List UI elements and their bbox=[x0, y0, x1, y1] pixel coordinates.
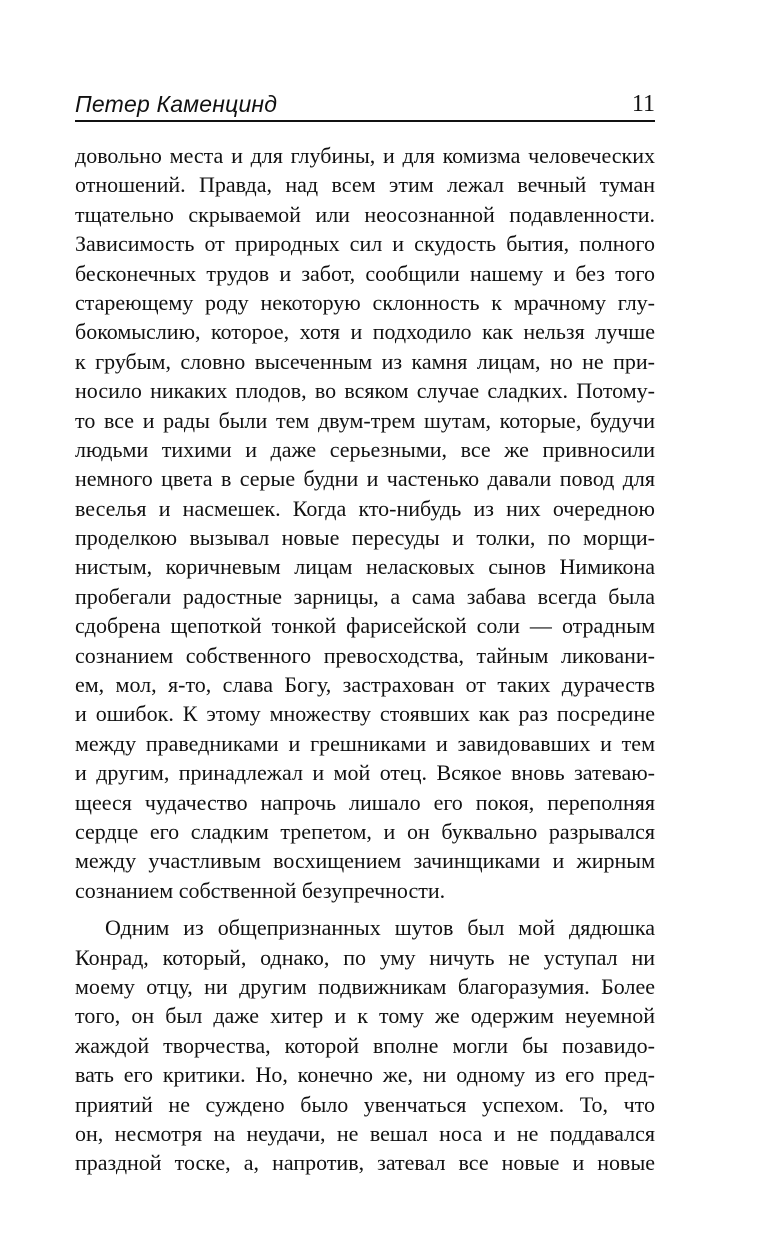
text-line: между участливым восхищением зачинщиками и жирным bbox=[75, 848, 655, 874]
text-line: бокомыслию, которое, хотя и подходило как нельзя лучше bbox=[75, 319, 655, 345]
text-line: то все и рады были тем двум-трем шутам, которые, будучи bbox=[75, 407, 655, 433]
text-line: он, несмотря на неудачи, не вешал носа и не поддавался bbox=[75, 1120, 655, 1146]
text-line: Конрад, который, однако, по уму ничуть не уступал ни bbox=[75, 944, 655, 970]
text-line: моему отцу, ни другим подвижникам благоразумия. Более bbox=[75, 973, 655, 999]
text-line: проделкою вызывал новые пересуды и толки, по морщи- bbox=[75, 525, 655, 551]
text-line: сознанием собственного превосходства, тайным ликовани- bbox=[75, 642, 655, 668]
text-line: того, он был даже хитер и к тому же одержим неуемной bbox=[75, 1003, 655, 1029]
text-line: немного цвета в серые будни и частенько давали повод для bbox=[75, 466, 655, 492]
text-line: щееся чудачество напрочь лишало его покоя, переполняя bbox=[75, 789, 655, 815]
paragraph-1 bbox=[75, 141, 655, 905]
running-title: Петер Каменцинд bbox=[75, 91, 278, 117]
paragraph-gap bbox=[75, 905, 655, 913]
text-line: носило никаких плодов, во всяком случае сладких. Потому- bbox=[75, 378, 655, 404]
text-line: праздной тоске, а, напротив, затевал все новые и новые bbox=[75, 1150, 655, 1176]
text-line: Одним из общепризнанных шутов был мой дядюшка bbox=[105, 915, 655, 941]
book-page bbox=[75, 0, 655, 1240]
body-text bbox=[75, 141, 655, 1178]
text-line: сознанием собственной безупречности. bbox=[75, 877, 446, 903]
text-line: нистым, коричневым лицам неласковых сынов Нимикона bbox=[75, 554, 655, 580]
text-line: и другим, принадлежал и мой отец. Всякое вновь затеваю- bbox=[75, 760, 655, 786]
text-line: и ошибок. К этому множеству стоявших как раз посредине bbox=[75, 701, 655, 727]
text-line: жаждой творчества, которой вполне могли бы позавидо- bbox=[75, 1032, 655, 1058]
text-line: к грубым, словно высеченным из камня лицам, но не при- bbox=[75, 348, 655, 374]
text-line: Зависимость от природных сил и скудость бытия, полного bbox=[75, 231, 655, 257]
text-line: стареющему роду некоторую склонность к мрачному глу- bbox=[75, 289, 655, 315]
page-number: 11 bbox=[631, 91, 655, 117]
text-line: довольно места и для глубины, и для комизма человеческих bbox=[75, 143, 655, 168]
running-header bbox=[75, 86, 655, 122]
text-line: бесконечных трудов и забот, сообщили нашему и без того bbox=[75, 260, 655, 286]
text-line: сдобрена щепоткой тонкой фарисейской соли — отрадным bbox=[75, 613, 655, 639]
text-line: людьми тихими и даже серьезными, все же привносили bbox=[75, 436, 655, 462]
text-line: ем, мол, я-то, слава Богу, застрахован от таких дурачеств bbox=[75, 672, 655, 698]
text-line: веселья и насмешек. Когда кто-нибудь из них очередною bbox=[75, 495, 655, 521]
text-line: отношений. Правда, над всем этим лежал вечный туман bbox=[75, 172, 655, 198]
text-line: между праведниками и грешниками и завидовавших и тем bbox=[75, 730, 655, 756]
text-line: приятий не суждено было увенчаться успехом. То, что bbox=[75, 1091, 655, 1117]
text-line: пробегали радостные зарницы, а сама забава всегда была bbox=[75, 583, 655, 609]
text-line: сердце его сладким трепетом, и он буквально разрывался bbox=[75, 818, 655, 844]
text-line: тщательно скрываемой или неосознанной подавленности. bbox=[75, 201, 655, 227]
text-line: вать его критики. Но, конечно же, ни одному из его пред- bbox=[75, 1062, 655, 1088]
paragraph-2 bbox=[75, 913, 655, 1178]
